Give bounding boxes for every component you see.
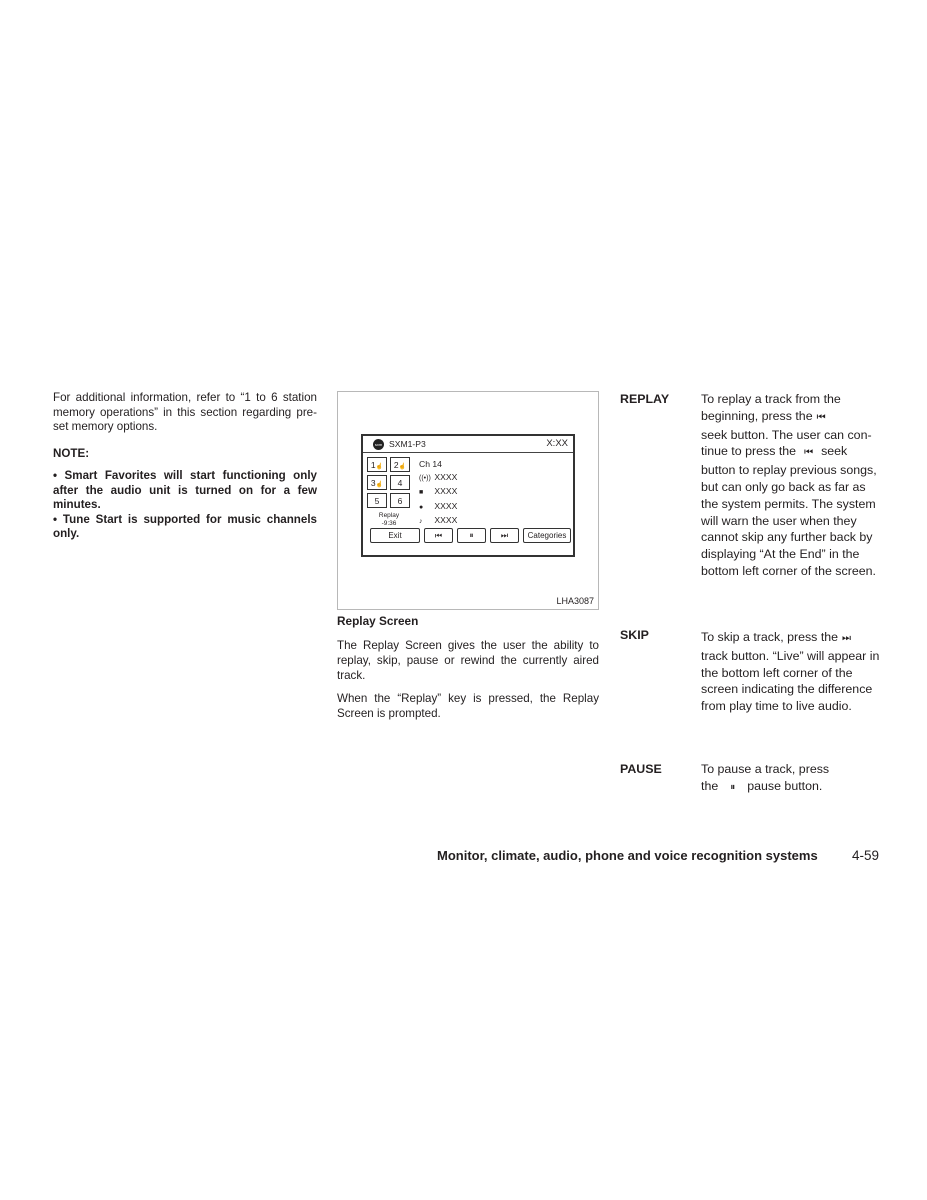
- info-row-text: XXXX: [434, 500, 458, 511]
- clock: X:XX: [546, 438, 568, 449]
- note-bullet-smart-favorites: • Smart Favorites will start functioning only after the audio unit is turned on for a few minutes.: [53, 469, 317, 511]
- term-skip: SKIP: [620, 628, 649, 642]
- desc-text: seek: [821, 444, 848, 459]
- preset-label: 3: [370, 478, 376, 488]
- info-row-text: XXXX: [434, 486, 458, 496]
- desc-text: the: [701, 778, 719, 793]
- categories-button: Categories: [523, 528, 571, 543]
- replay-time: -9:36: [381, 520, 397, 527]
- desc-replay-line: [701, 408, 886, 427]
- note-title: NOTE:: [53, 446, 90, 460]
- broadcast-icon: ((•)): [419, 474, 431, 482]
- desc-text: beginning, press the: [701, 408, 813, 423]
- caption-body: [337, 638, 599, 729]
- info-row-song: [419, 514, 457, 529]
- desc-skip-rest: track button. “Live” will appear in the bottom left corner of the screen indicating the difference from play time to live audio.: [701, 648, 880, 714]
- preset-button-6: 6: [390, 493, 410, 508]
- term-pause: PAUSE: [620, 762, 662, 776]
- person-icon: ●: [419, 503, 424, 511]
- page-number: 4-59: [852, 848, 880, 863]
- seek-back-icon: ⏮: [816, 411, 826, 423]
- preset-label: 2: [393, 460, 399, 470]
- replay-screen-illustration: [361, 434, 575, 557]
- rewind-button: ⏮: [424, 528, 453, 543]
- seek-back-icon: ⏮: [804, 447, 814, 459]
- desc-skip-line: [701, 629, 886, 648]
- desc-pause-line: To pause a track, press: [701, 762, 830, 776]
- info-row-artist-channel: [419, 471, 457, 486]
- preset-button-5: 5: [367, 493, 387, 508]
- pause-icon: ⏸: [730, 781, 736, 793]
- folder-icon: ■: [419, 489, 424, 496]
- desc-pause-line: [701, 778, 886, 797]
- hand-icon: ☝: [375, 482, 384, 488]
- preset-button-4: 4: [390, 475, 410, 490]
- desc-skip: [701, 629, 886, 715]
- preset-label: 1: [370, 460, 376, 470]
- desc-pause: [701, 761, 886, 797]
- replay-indicator: [365, 512, 413, 528]
- footer-section-title: Monitor, climate, audio, phone and voice recognition systems: [437, 848, 818, 863]
- note-bullet-tune-start: • Tune Start is supported for music channels only.: [53, 512, 317, 540]
- preset-button-1: [367, 457, 387, 472]
- preset-button-2: [390, 457, 410, 472]
- replay-label: Replay: [378, 512, 400, 519]
- channel-info: [419, 458, 457, 529]
- desc-replay-rest: button to replay previous songs, but can only go back as far as the system permits. The system will warn the user when they cannot skip any further back by displaying “At the End” in the bottom left corner of the screen.: [701, 463, 877, 578]
- term-replay: REPLAY: [620, 392, 670, 406]
- left-column: [53, 391, 317, 542]
- info-row-text: XXXX: [434, 471, 458, 482]
- station-label: SXM1-P3: [389, 439, 426, 449]
- skip-forward-icon: ⏭: [842, 633, 852, 644]
- hand-icon: ☝: [375, 464, 384, 470]
- caption-title: Replay Screen: [337, 614, 419, 628]
- intro-paragraph: For additional information, refer to “1 to 6 station memory operations” in this section regarding pre-set memory options.: [53, 391, 317, 433]
- desc-replay-line: To replay a track from the: [701, 392, 841, 406]
- preset-button-3: [367, 475, 387, 490]
- screen-header: [363, 436, 573, 453]
- desc-replay: [701, 391, 886, 580]
- desc-text: tinue to press the: [701, 444, 797, 459]
- caption-paragraph-1: The Replay Screen gives the user the ability to replay, skip, pause or rewind the currently aired track.: [337, 639, 599, 682]
- info-row-category: [419, 485, 457, 500]
- figure-id: LHA3087: [556, 596, 594, 606]
- sxm-logo: sxm: [373, 439, 384, 450]
- pause-button: ⏸: [457, 528, 486, 543]
- replay-screen-figure: [337, 391, 599, 610]
- caption-paragraph-2: When the “Replay” key is pressed, the Replay Screen is prompted.: [337, 692, 599, 720]
- desc-replay-line: [701, 443, 886, 462]
- hand-icon: ☝: [398, 464, 407, 470]
- desc-replay-line: seek button. The user can con-: [701, 427, 872, 442]
- exit-button: Exit: [370, 528, 420, 543]
- desc-text: To skip a track, press the: [701, 630, 839, 644]
- channel-number: Ch 14: [419, 459, 442, 469]
- info-row-artist: [419, 500, 457, 515]
- music-note-icon: ♪: [419, 518, 423, 525]
- info-row-text: XXXX: [434, 515, 458, 525]
- skip-button: ⏭: [490, 528, 519, 543]
- desc-text: pause button.: [747, 778, 823, 793]
